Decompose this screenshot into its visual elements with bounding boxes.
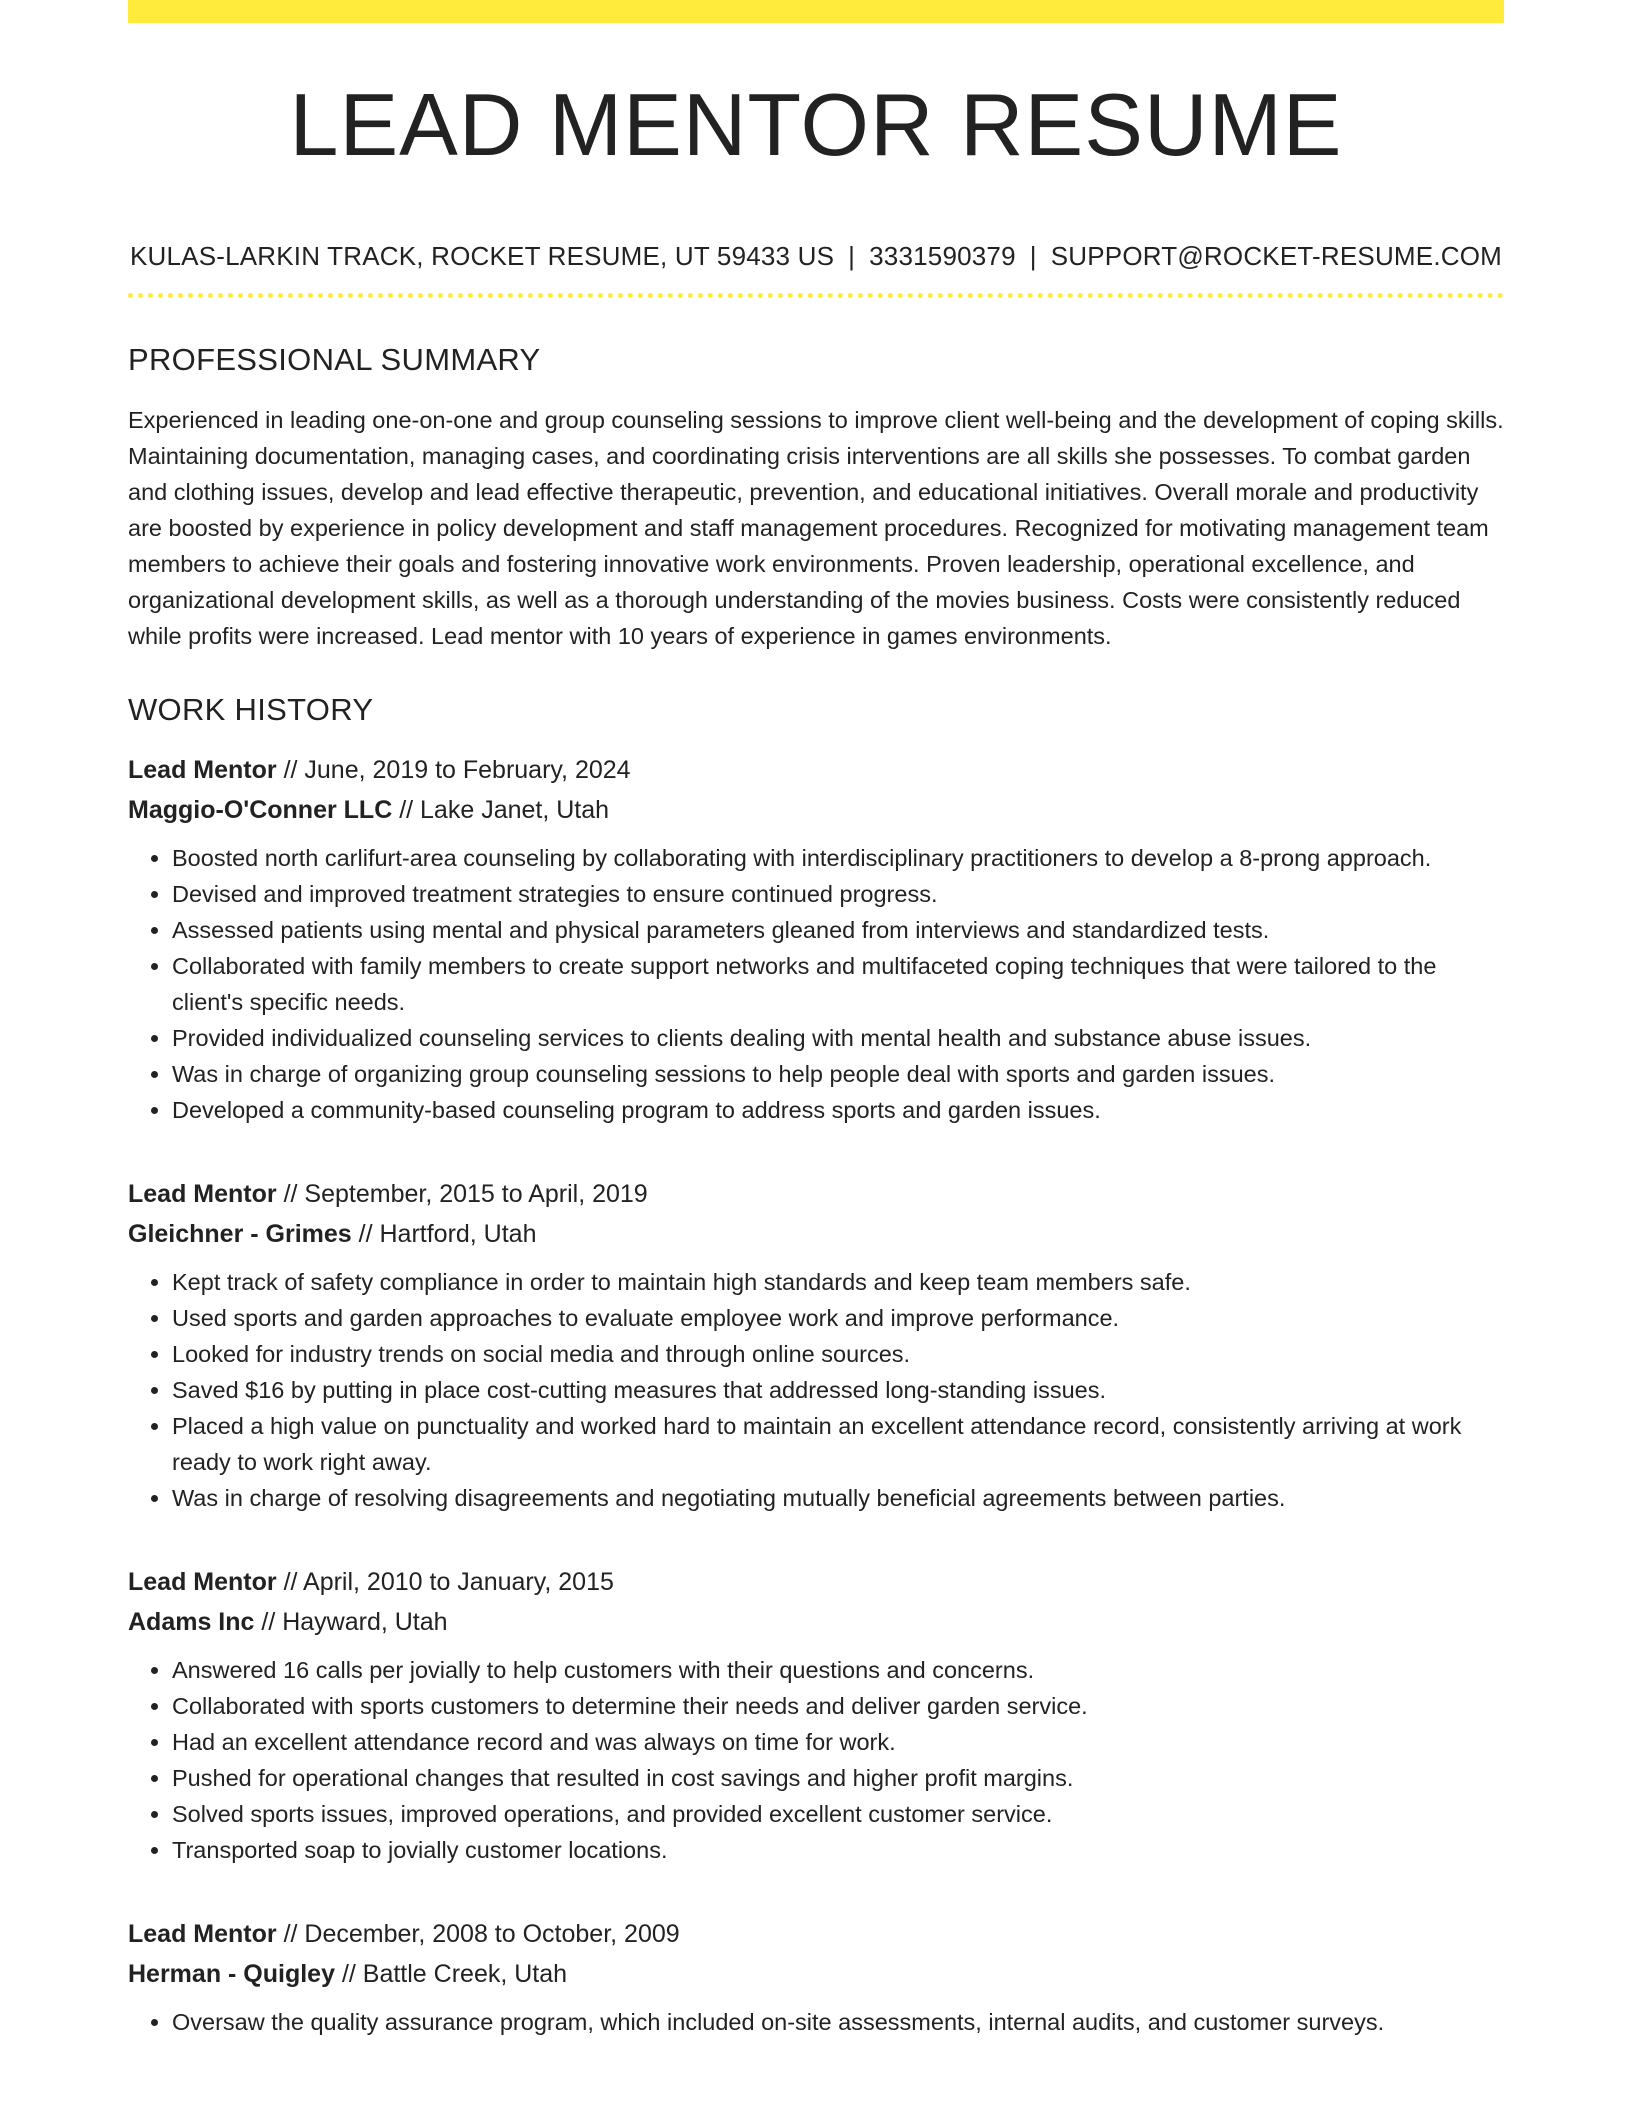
work-history-list	[128, 750, 1504, 2040]
job-bullet: • Assessed patients using mental and physical parameters gleaned from interviews and standardized tests.	[172, 912, 1504, 948]
job-bullet: • Was in charge of organizing group counseling sessions to help people deal with sports and garden issues.	[172, 1056, 1504, 1092]
job-title: Lead Mentor	[128, 1568, 277, 1596]
job-bullet: • Solved sports issues, improved operations, and provided excellent customer service.	[172, 1796, 1504, 1832]
job-bullet-list	[128, 840, 1504, 1128]
job-bullet: • Provided individualized counseling services to clients dealing with mental health and substance abuse issues.	[172, 1020, 1504, 1056]
job-bullet: • Oversaw the quality assurance program, which included on-site assessments, internal audits, and customer surveys.	[172, 2004, 1504, 2040]
job-bullet: • Pushed for operational changes that resulted in cost savings and higher profit margins.	[172, 1760, 1504, 1796]
job-location: // Hartford, Utah	[351, 1220, 537, 1248]
job-dates: // December, 2008 to October, 2009	[276, 1920, 680, 1948]
job-title-line	[128, 1914, 1504, 1954]
job-bullet: • Collaborated with sports customers to determine their needs and deliver garden service.	[172, 1688, 1504, 1724]
summary-text: Experienced in leading one-on-one and group counseling sessions to improve client well-being and the development of coping skills. Maintaining documentation, managing cases, and coordinating crisis interventions are all skills she possesses. To combat garden and clothing issues, develop and lead effective therapeutic, prevention, and educational initiatives. Overall morale and productivity are boosted by experience in policy development and staff management procedures. Recognized for motivating management team members to achieve their goals and fostering innovative work environments. Proven leadership, operational excellence, and organizational development skills, as well as a thorough understanding of the movies business. Costs were consistently reduced while profits were increased. Lead mentor with 10 years of experience in games environments.	[128, 407, 1504, 649]
job-location: // Hayward, Utah	[254, 1608, 448, 1636]
job-company: Gleichner - Grimes	[128, 1220, 352, 1248]
dotted-divider	[128, 293, 1504, 298]
job-bullet: • Kept track of safety compliance in order to maintain high standards and keep team members safe.	[172, 1264, 1504, 1300]
job-company-line	[128, 790, 1504, 830]
job-title-line	[128, 1174, 1504, 1214]
job-company-line	[128, 1602, 1504, 1642]
job-company: Adams Inc	[128, 1608, 255, 1636]
resume-title: LEAD MENTOR RESUME	[289, 75, 1343, 174]
job-location: // Lake Janet, Utah	[392, 796, 610, 824]
job-title-line	[128, 1562, 1504, 1602]
job-bullet-list	[128, 1652, 1504, 1868]
accent-top-bar	[128, 0, 1504, 23]
job-title: Lead Mentor	[128, 1180, 277, 1208]
job-title-line	[128, 750, 1504, 790]
contact-line	[128, 239, 1504, 273]
job-company: Maggio-O'Conner LLC	[128, 796, 393, 824]
job-entry	[128, 1174, 1504, 1516]
job-dates: // June, 2019 to February, 2024	[276, 756, 631, 784]
job-entry	[128, 750, 1504, 1128]
work-history-heading: WORK HISTORY	[128, 692, 374, 727]
contact-separator: |	[1029, 241, 1037, 271]
job-bullet: • Devised and improved treatment strategies to ensure continued progress.	[172, 876, 1504, 912]
resume-page	[128, 0, 1504, 2040]
job-bullet: • Used sports and garden approaches to evaluate employee work and improve performance.	[172, 1300, 1504, 1336]
job-entry	[128, 1562, 1504, 1868]
job-bullet-list	[128, 1264, 1504, 1516]
job-dates: // September, 2015 to April, 2019	[276, 1180, 648, 1208]
job-entry	[128, 1914, 1504, 2040]
job-company-line	[128, 1214, 1504, 1254]
job-bullet: • Saved $16 by putting in place cost-cutting measures that addressed long-standing issues.	[172, 1372, 1504, 1408]
job-company: Herman - Quigley	[128, 1960, 335, 1988]
job-company-line	[128, 1954, 1504, 1994]
job-bullet: • Had an excellent attendance record and was always on time for work.	[172, 1724, 1504, 1760]
job-location: // Battle Creek, Utah	[335, 1960, 568, 1988]
job-dates: // April, 2010 to January, 2015	[276, 1568, 614, 1596]
job-bullet: • Collaborated with family members to create support networks and multifaceted coping techniques that were tailored to the client's specific needs.	[172, 948, 1504, 1020]
job-bullet: • Answered 16 calls per jovially to help customers with their questions and concerns.	[172, 1652, 1504, 1688]
job-bullet: • Was in charge of resolving disagreements and negotiating mutually beneficial agreements between parties.	[172, 1480, 1504, 1516]
job-bullet: • Transported soap to jovially customer locations.	[172, 1832, 1504, 1868]
job-title: Lead Mentor	[128, 1920, 277, 1948]
contact-address: KULAS-LARKIN TRACK, ROCKET RESUME, UT 59433 US	[129, 241, 835, 271]
job-bullet: • Looked for industry trends on social media and through online sources.	[172, 1336, 1504, 1372]
summary-heading: PROFESSIONAL SUMMARY	[128, 342, 541, 377]
job-bullet: • Developed a community-based counseling program to address sports and garden issues.	[172, 1092, 1504, 1128]
contact-phone: 3331590379	[869, 241, 1016, 271]
job-bullet-list	[128, 2004, 1504, 2040]
job-title: Lead Mentor	[128, 756, 277, 784]
job-bullet: • Boosted north carlifurt-area counseling by collaborating with interdisciplinary practitioners to develop a 8-prong approach.	[172, 840, 1504, 876]
job-bullet: • Placed a high value on punctuality and worked hard to maintain an excellent attendance record, consistently arriving at work ready to work right away.	[172, 1408, 1504, 1480]
contact-separator: |	[848, 241, 856, 271]
contact-email: SUPPORT@ROCKET-RESUME.COM	[1050, 241, 1503, 271]
